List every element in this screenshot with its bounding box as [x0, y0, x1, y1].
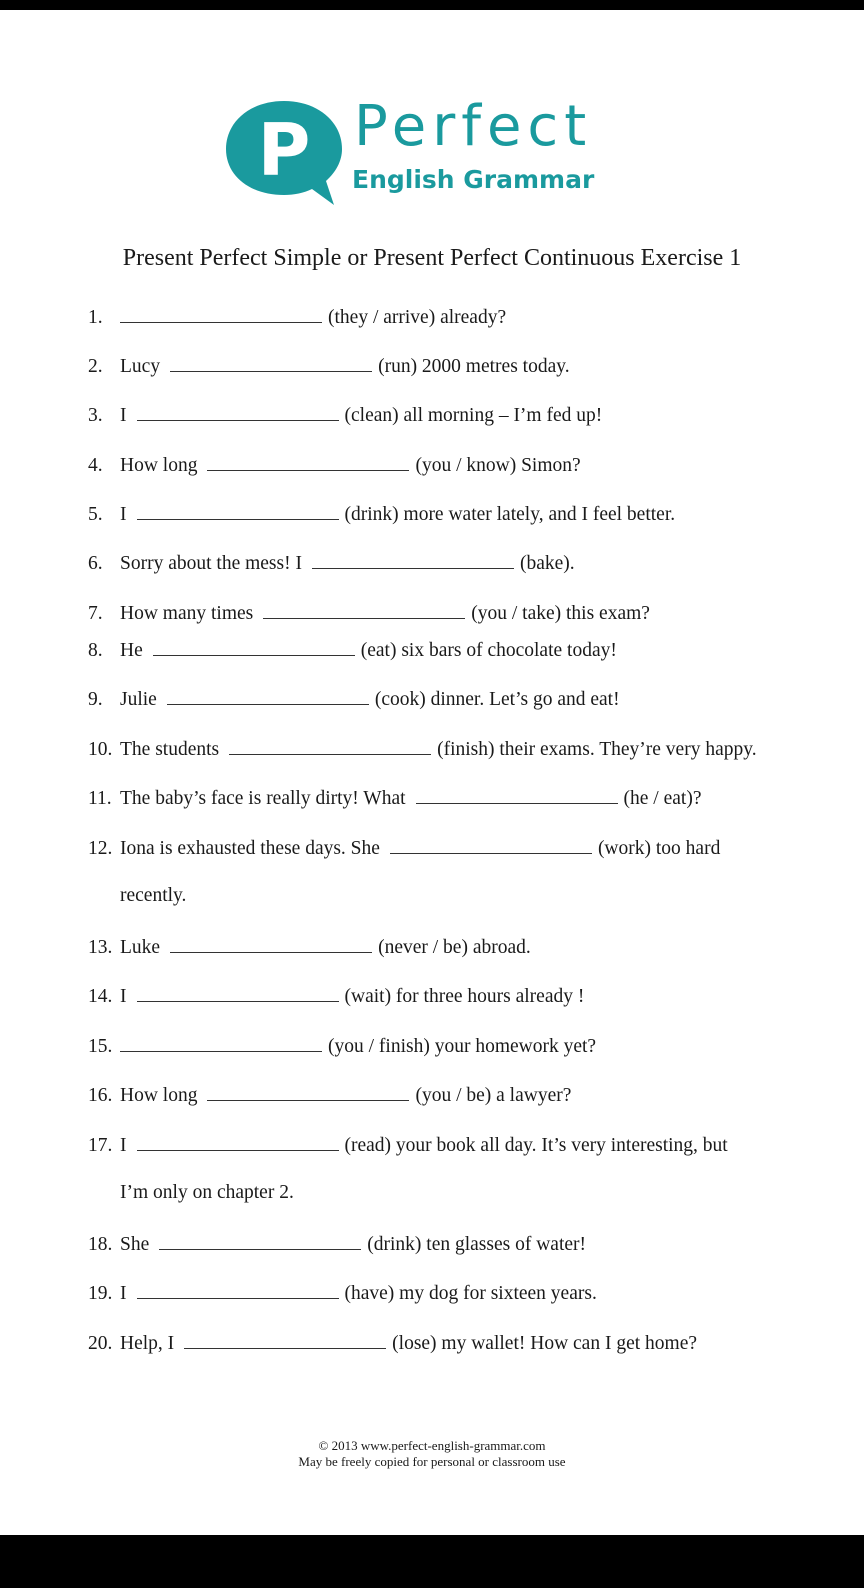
item-number: 3. [88, 405, 103, 426]
exercise-item [88, 306, 506, 328]
answer-blank[interactable] [167, 688, 369, 705]
answer-blank[interactable] [170, 355, 372, 372]
speech-bubble-logo-icon [222, 95, 347, 215]
answer-blank[interactable] [120, 1035, 322, 1052]
item-text-after: (read) your book all day. It’s very interesting, but [344, 1135, 728, 1156]
exercise-item [88, 404, 602, 426]
item-number: 20. [88, 1333, 113, 1354]
item-text-after: (finish) their exams. They’re very happy. [437, 739, 757, 760]
answer-blank[interactable] [207, 1084, 409, 1101]
item-text-after: (he / eat)? [623, 788, 702, 809]
exercise-item [88, 454, 581, 476]
logo-letter: P [257, 108, 311, 192]
footer [0, 1438, 864, 1471]
item-text-after: (you / be) a lawyer? [415, 1085, 572, 1106]
item-text-after: (you / take) this exam? [471, 603, 650, 624]
answer-blank[interactable] [153, 639, 355, 656]
answer-blank[interactable] [137, 1282, 339, 1299]
item-text-before: Sorry about the mess! I [120, 553, 302, 574]
item-text-before: I [120, 504, 127, 525]
exercise-item [88, 787, 701, 809]
item-text-before: The baby’s face is really dirty! What [120, 788, 406, 809]
item-text-after: (you / finish) your homework yet? [328, 1036, 597, 1057]
page-title: Present Perfect Simple or Present Perfect Continuous Exercise 1 [122, 245, 742, 271]
item-text-after: (never / be) abroad. [378, 937, 531, 958]
item-text-before: I [120, 986, 127, 1007]
answer-blank[interactable] [390, 837, 592, 854]
answer-blank[interactable] [312, 552, 514, 569]
item-text-after: (drink) ten glasses of water! [367, 1234, 587, 1255]
answer-blank[interactable] [137, 404, 339, 421]
item-number: 2. [88, 356, 103, 377]
item-number: 19. [88, 1283, 113, 1304]
item-text-before: How many times [120, 603, 254, 624]
item-number: 4. [88, 455, 103, 476]
answer-blank[interactable] [137, 985, 339, 1002]
footer-note: May be freely copied for personal or classroom use [298, 1454, 566, 1470]
exercise-item [88, 503, 675, 525]
item-text-before: Iona is exhausted these days. She [120, 838, 380, 859]
exercise-item [88, 1035, 596, 1057]
item-text-before: Help, I [120, 1333, 175, 1354]
item-text-after: (eat) six bars of chocolate today! [360, 640, 617, 661]
answer-blank[interactable] [137, 503, 339, 520]
item-number: 16. [88, 1085, 113, 1106]
item-text-before: How long [120, 1085, 198, 1106]
item-text-after: (you / know) Simon? [415, 455, 581, 476]
item-text-after: (clean) all morning – I’m fed up! [344, 405, 603, 426]
item-number: 17. [88, 1135, 113, 1156]
exercise-item [88, 1084, 571, 1106]
item-text-after: (work) too hard [597, 838, 721, 859]
logo [222, 95, 642, 220]
item-continuation: recently. [120, 885, 187, 906]
logo-word: Perfect [354, 94, 593, 159]
answer-blank[interactable] [120, 306, 322, 323]
item-number: 13. [88, 937, 113, 958]
exercise-item [88, 639, 617, 661]
item-text-after: (bake). [519, 553, 575, 574]
exercise-item [88, 602, 650, 624]
item-number: 6. [88, 553, 103, 574]
item-text-after: (cook) dinner. Let’s go and eat! [374, 689, 620, 710]
item-number: 8. [88, 640, 103, 661]
exercise-item [88, 985, 584, 1007]
item-text-after: (lose) my wallet! How can I get home? [392, 1333, 698, 1354]
item-number: 18. [88, 1234, 113, 1255]
answer-blank[interactable] [137, 1134, 339, 1151]
item-number: 1. [88, 307, 103, 328]
answer-blank[interactable] [229, 738, 431, 755]
exercise-item [88, 936, 531, 958]
item-text-before: He [120, 640, 143, 661]
exercise-item [88, 1332, 697, 1354]
item-text-after: (run) 2000 metres today. [378, 356, 570, 377]
answer-blank[interactable] [416, 787, 618, 804]
item-number: 10. [88, 739, 113, 760]
exercise-item [88, 552, 575, 574]
item-text-after: (wait) for three hours already ! [344, 986, 585, 1007]
answer-blank[interactable] [159, 1233, 361, 1250]
answer-blank[interactable] [184, 1332, 386, 1349]
exercise-item [88, 837, 720, 859]
logo-subtitle: English Grammar [352, 165, 595, 194]
item-number: 5. [88, 504, 103, 525]
item-number: 12. [88, 838, 113, 859]
exercise-item [88, 1233, 586, 1255]
item-continuation: I’m only on chapter 2. [120, 1182, 294, 1203]
answer-blank[interactable] [207, 454, 409, 471]
item-text-before: How long [120, 455, 198, 476]
item-text-before: The students [120, 739, 220, 760]
exercise-item [88, 1282, 597, 1304]
item-number: 14. [88, 986, 113, 1007]
item-number: 15. [88, 1036, 113, 1057]
item-text-before: Lucy [120, 356, 161, 377]
item-text-before: I [120, 1135, 127, 1156]
exercise-item [88, 688, 620, 710]
item-text-after: (have) my dog for sixteen years. [344, 1283, 597, 1304]
item-number: 9. [88, 689, 103, 710]
exercise-item [88, 1134, 728, 1156]
item-text-before: I [120, 1283, 127, 1304]
item-number: 7. [88, 603, 103, 624]
answer-blank[interactable] [170, 936, 372, 953]
exercise-item [88, 355, 570, 377]
item-text-before: Luke [120, 937, 161, 958]
item-number: 11. [88, 788, 112, 809]
item-text-after: (drink) more water lately, and I feel better. [344, 504, 676, 525]
item-text-before: I [120, 405, 127, 426]
footer-copyright: © 2013 www.perfect-english-grammar.com [318, 1438, 546, 1453]
answer-blank[interactable] [263, 602, 465, 619]
worksheet-page [0, 10, 864, 1535]
exercise-item [88, 738, 757, 760]
item-text-after: (they / arrive) already? [328, 307, 507, 328]
item-text-before: She [120, 1234, 150, 1255]
item-text-before: Julie [120, 689, 157, 710]
